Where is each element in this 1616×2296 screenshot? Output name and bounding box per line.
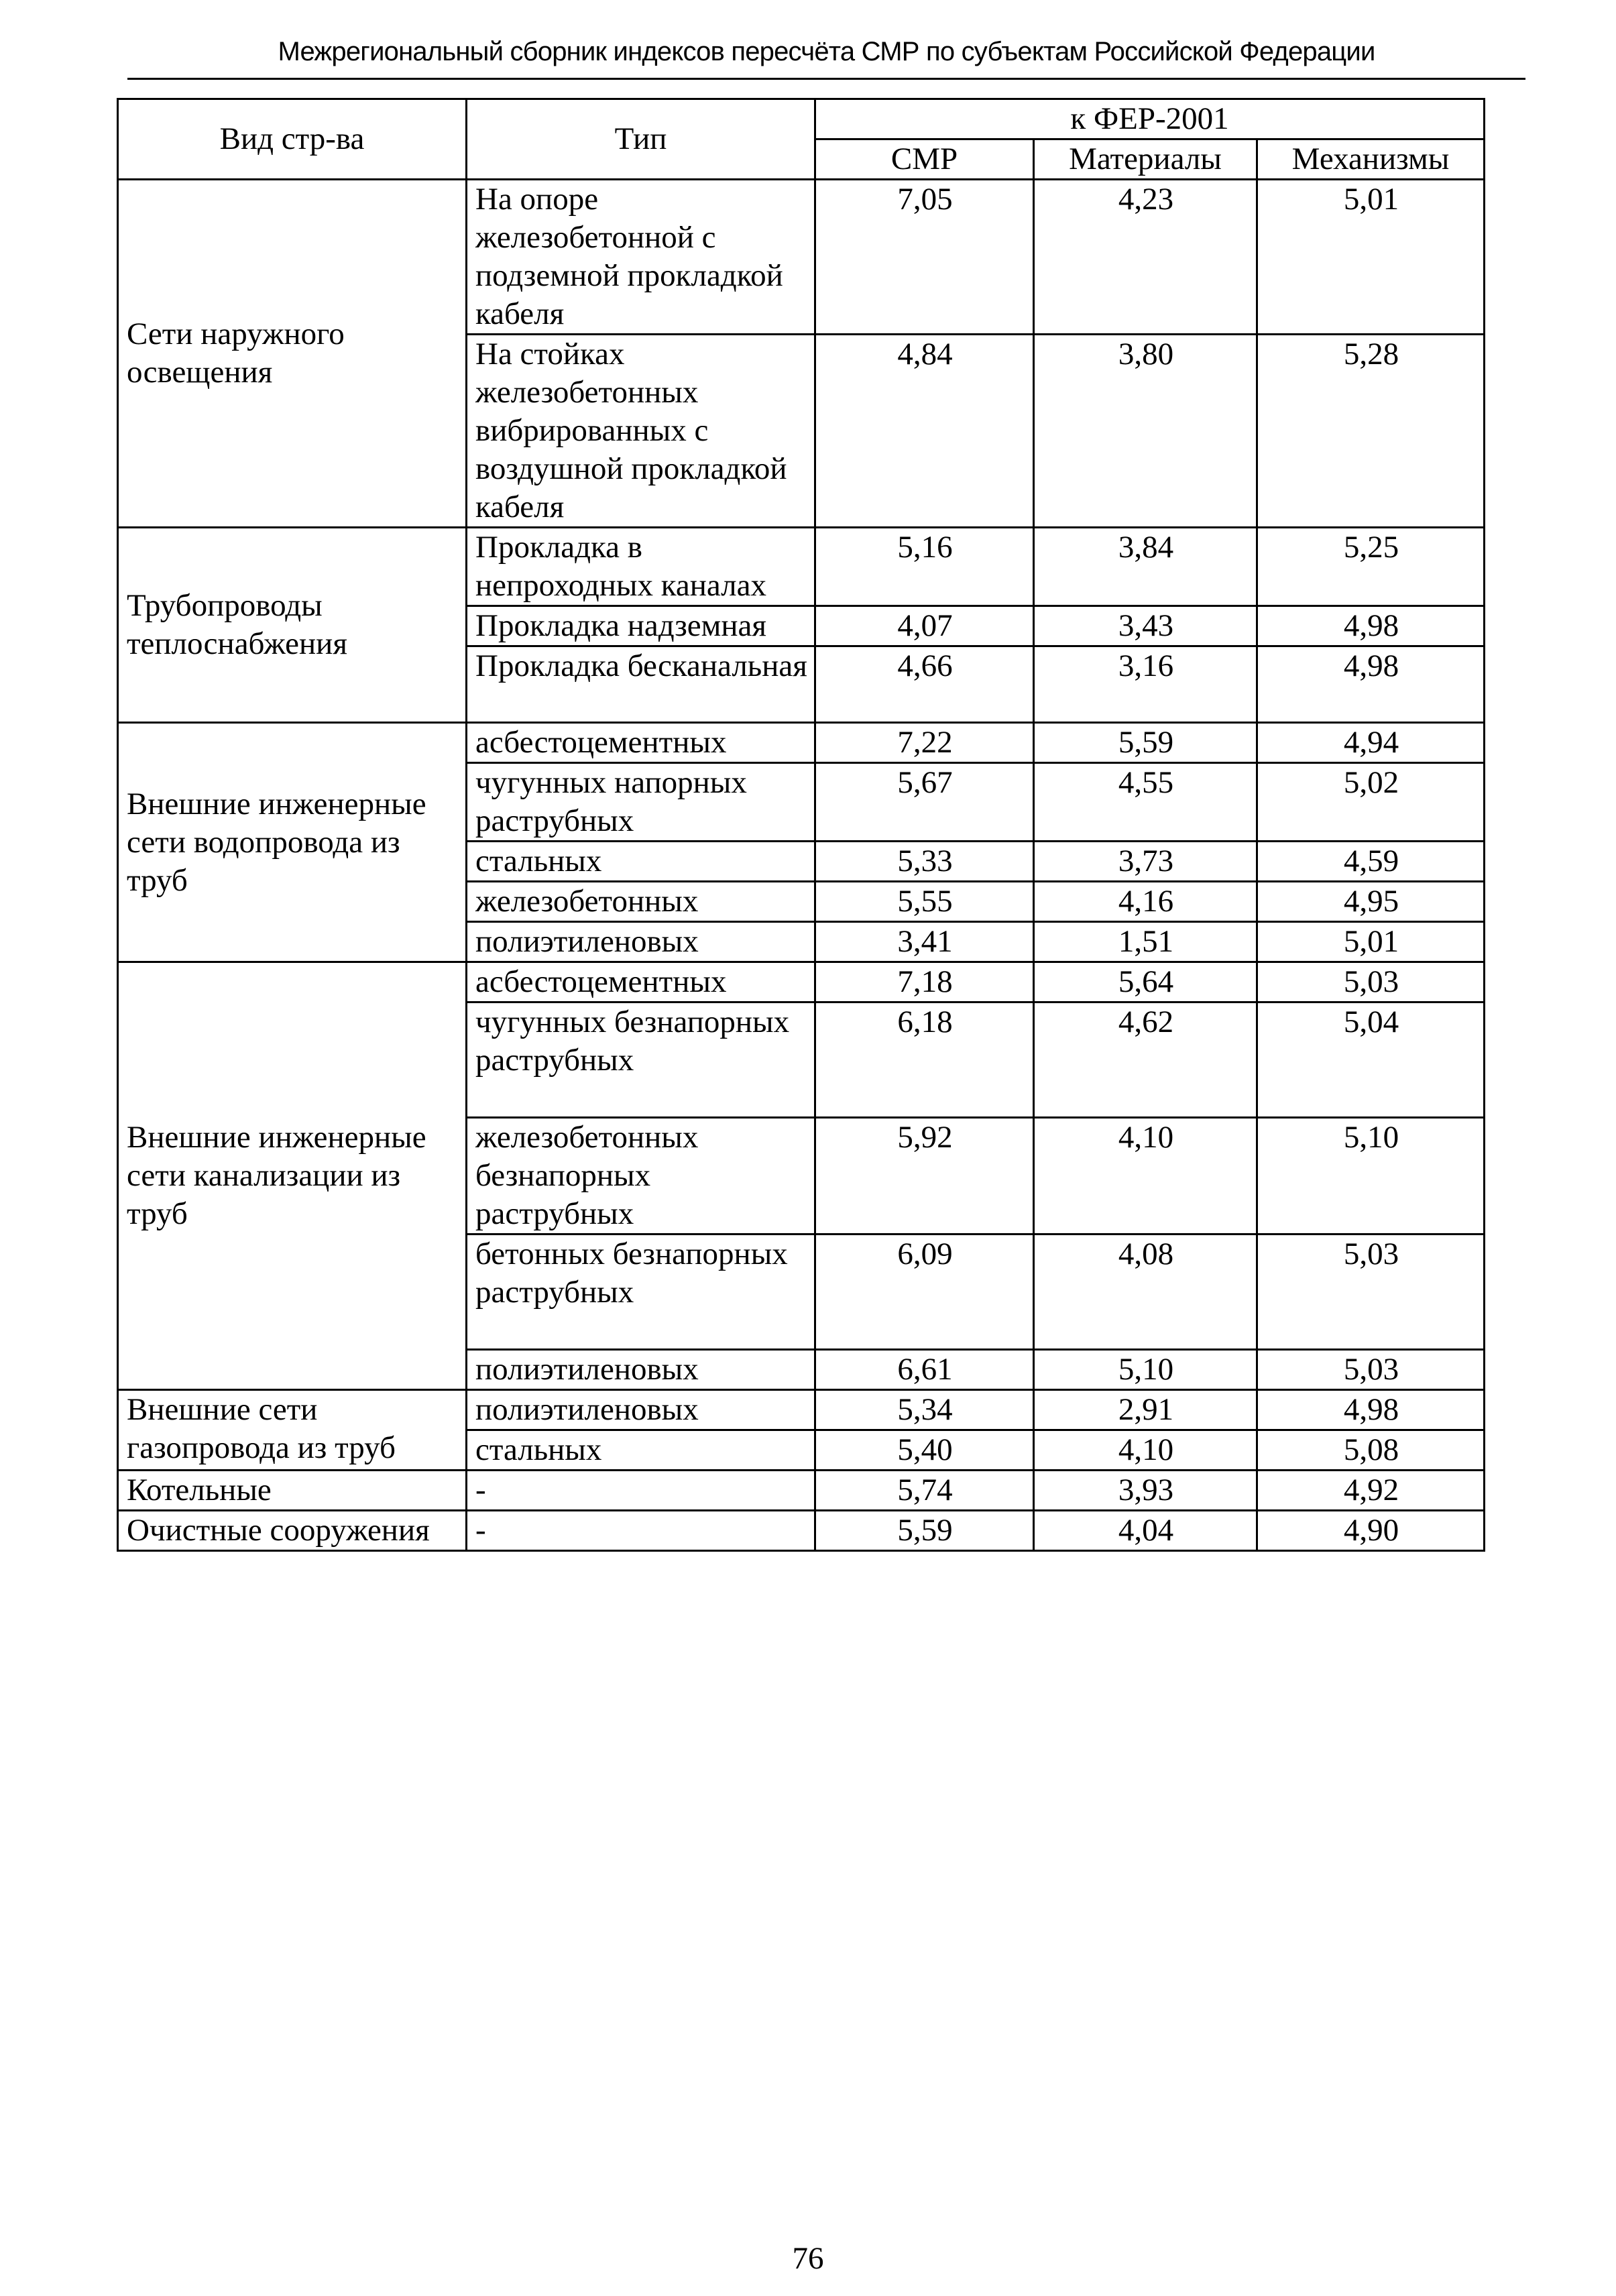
- table-row: [118, 1471, 1485, 1511]
- table-row: [118, 1511, 1485, 1551]
- type-cell: бетонных безнапорных раструбных: [467, 1235, 815, 1350]
- materials-cell: 4,55: [1034, 763, 1257, 842]
- type-cell: Прокладка бесканальная: [467, 646, 815, 723]
- page-header-title: Межрегиональный сборник индексов пересчёта СМР по субъектам Российской Федерации: [278, 37, 1375, 66]
- type-cell: Прокладка надземная: [467, 606, 815, 646]
- header-rule: [127, 78, 1525, 80]
- machines-cell: 5,03: [1257, 962, 1485, 1002]
- machines-cell: 5,03: [1257, 1235, 1485, 1350]
- construction-kind-cell: Котельные: [118, 1471, 467, 1511]
- materials-cell: 4,04: [1034, 1511, 1257, 1551]
- type-cell: чугунных безнапорных раструбных: [467, 1002, 815, 1118]
- machines-cell: 5,25: [1257, 528, 1485, 606]
- column-header-smr: СМР: [815, 139, 1034, 180]
- machines-cell: 4,98: [1257, 1390, 1485, 1430]
- type-cell: На опоре железобетонной с подземной прокладкой кабеля: [467, 180, 815, 335]
- materials-cell: 5,64: [1034, 962, 1257, 1002]
- smr-cell: 5,40: [815, 1430, 1034, 1471]
- materials-cell: 5,10: [1034, 1350, 1257, 1390]
- construction-kind-cell: Сети наружного освещения: [118, 180, 467, 528]
- type-cell: стальных: [467, 842, 815, 882]
- smr-cell: 5,16: [815, 528, 1034, 606]
- table-row: [118, 723, 1485, 763]
- materials-cell: 3,43: [1034, 606, 1257, 646]
- machines-cell: 4,59: [1257, 842, 1485, 882]
- type-cell: -: [467, 1471, 815, 1511]
- machines-cell: 5,04: [1257, 1002, 1485, 1118]
- machines-cell: 5,03: [1257, 1350, 1485, 1390]
- machines-cell: 4,92: [1257, 1471, 1485, 1511]
- machines-cell: 4,90: [1257, 1511, 1485, 1551]
- smr-cell: 5,59: [815, 1511, 1034, 1551]
- materials-cell: 2,91: [1034, 1390, 1257, 1430]
- type-cell: асбестоцементных: [467, 962, 815, 1002]
- index-table: [117, 98, 1485, 1552]
- materials-cell: 4,10: [1034, 1430, 1257, 1471]
- type-cell: полиэтиленовых: [467, 922, 815, 962]
- machines-cell: 4,95: [1257, 882, 1485, 922]
- machines-cell: 4,98: [1257, 606, 1485, 646]
- type-cell: асбестоцементных: [467, 723, 815, 763]
- column-group-header: к ФЕР-2001: [815, 99, 1485, 139]
- materials-cell: 3,93: [1034, 1471, 1257, 1511]
- smr-cell: 6,18: [815, 1002, 1034, 1118]
- type-cell: железобетонных: [467, 882, 815, 922]
- smr-cell: 6,61: [815, 1350, 1034, 1390]
- smr-cell: 5,67: [815, 763, 1034, 842]
- materials-cell: 5,59: [1034, 723, 1257, 763]
- table-row: [118, 962, 1485, 1002]
- machines-cell: 5,10: [1257, 1118, 1485, 1235]
- column-header-kind: Вид стр-ва: [118, 99, 467, 180]
- type-cell: стальных: [467, 1430, 815, 1471]
- materials-cell: 4,16: [1034, 882, 1257, 922]
- table-row: [118, 1390, 1485, 1430]
- machines-cell: 5,28: [1257, 335, 1485, 528]
- construction-kind-cell: Внешние инженерные сети канализации из труб: [118, 962, 467, 1390]
- materials-cell: 4,23: [1034, 180, 1257, 335]
- smr-cell: 5,74: [815, 1471, 1034, 1511]
- type-cell: чугунных напорных раструбных: [467, 763, 815, 842]
- smr-cell: 7,05: [815, 180, 1034, 335]
- materials-cell: 4,08: [1034, 1235, 1257, 1350]
- smr-cell: 6,09: [815, 1235, 1034, 1350]
- smr-cell: 4,07: [815, 606, 1034, 646]
- column-header-materials: Материалы: [1034, 139, 1257, 180]
- type-cell: На стойках железобетонных вибрированных с воздушной прокладкой кабеля: [467, 335, 815, 528]
- smr-cell: 5,33: [815, 842, 1034, 882]
- materials-cell: 3,73: [1034, 842, 1257, 882]
- machines-cell: 5,02: [1257, 763, 1485, 842]
- smr-cell: 7,18: [815, 962, 1034, 1002]
- materials-cell: 4,10: [1034, 1118, 1257, 1235]
- table-row: [118, 180, 1485, 335]
- type-cell: полиэтиленовых: [467, 1390, 815, 1430]
- machines-cell: 5,01: [1257, 922, 1485, 962]
- machines-cell: 5,01: [1257, 180, 1485, 335]
- construction-kind-cell: Очистные сооружения: [118, 1511, 467, 1551]
- construction-kind-cell: Внешние инженерные сети водопровода из труб: [118, 723, 467, 962]
- smr-cell: 4,84: [815, 335, 1034, 528]
- column-header-machines: Механизмы: [1257, 139, 1485, 180]
- smr-cell: 5,34: [815, 1390, 1034, 1430]
- construction-kind-cell: Внешние сети газопровода из труб: [118, 1390, 467, 1471]
- construction-kind-cell: Трубопроводы теплоснабжения: [118, 528, 467, 723]
- type-cell: Прокладка в непроходных каналах: [467, 528, 815, 606]
- smr-cell: 7,22: [815, 723, 1034, 763]
- machines-cell: 5,08: [1257, 1430, 1485, 1471]
- machines-cell: 4,94: [1257, 723, 1485, 763]
- materials-cell: 3,80: [1034, 335, 1257, 528]
- materials-cell: 3,84: [1034, 528, 1257, 606]
- materials-cell: 1,51: [1034, 922, 1257, 962]
- table-row: [118, 528, 1485, 606]
- type-cell: -: [467, 1511, 815, 1551]
- smr-cell: 4,66: [815, 646, 1034, 723]
- type-cell: полиэтиленовых: [467, 1350, 815, 1390]
- page-number: 76: [792, 2241, 824, 2276]
- materials-cell: 3,16: [1034, 646, 1257, 723]
- machines-cell: 4,98: [1257, 646, 1485, 723]
- smr-cell: 3,41: [815, 922, 1034, 962]
- smr-cell: 5,92: [815, 1118, 1034, 1235]
- column-header-type: Тип: [467, 99, 815, 180]
- smr-cell: 5,55: [815, 882, 1034, 922]
- type-cell: железобетонных безнапорных раструбных: [467, 1118, 815, 1235]
- materials-cell: 4,62: [1034, 1002, 1257, 1118]
